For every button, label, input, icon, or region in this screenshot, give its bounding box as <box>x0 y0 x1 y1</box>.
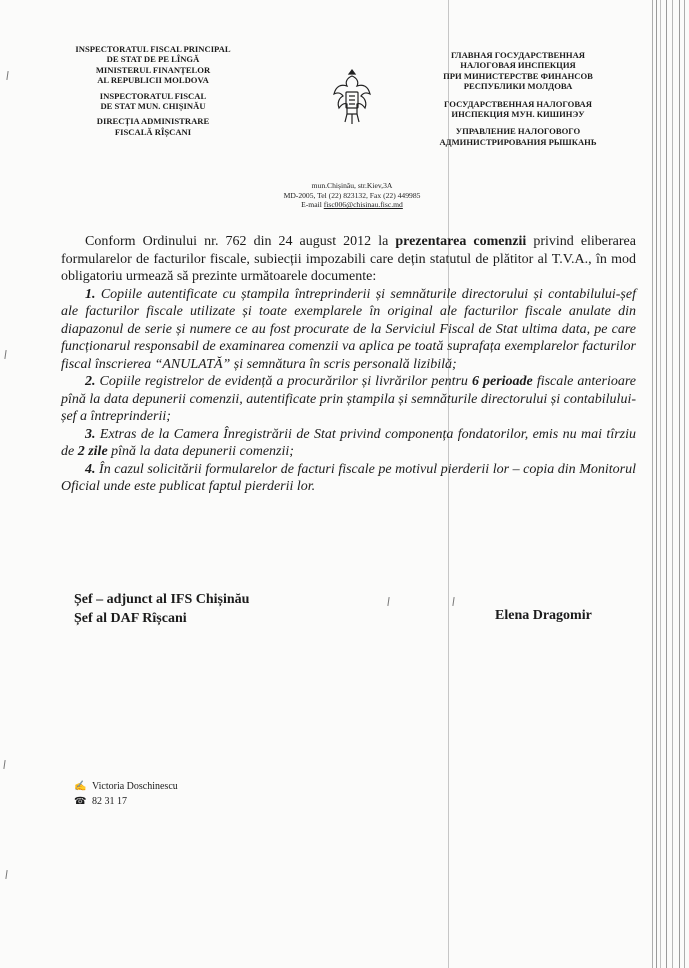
header-left-line: FISCALĂ RÎȘCANI <box>114 126 192 137</box>
contact-email-label: E-mail <box>301 200 322 210</box>
scan-line <box>684 0 685 968</box>
header-left-line: DE STAT MUN. CHIȘINĂU <box>100 101 206 112</box>
list-item-text: În cazul solicitării formularelor de facturi fiscale pe motivul pierderii lor – copia din Monitorul Oficial unde este publicat faptul pierderii lor. <box>61 461 636 494</box>
scan-line <box>656 0 657 968</box>
executor-phone-line <box>74 794 178 809</box>
header-right-line: НАЛОГОВАЯ ИНСПЕКЦИЯ <box>460 60 576 71</box>
header-left-line: DIRECȚIA ADMINISTRARE <box>96 116 210 127</box>
contact-block <box>232 181 472 210</box>
list-number: 1. <box>85 286 96 302</box>
contact-phones: MD-2005, Tel (22) 823132, Fax (22) 449985 <box>283 190 421 200</box>
intro-text: privind eliberarea formularelor de facturilor fiscale, subiecții impozabili care dețin statutul de plătitor al T.V.A., în mod obligatoriu urmează să prezinte următoarele documente: <box>61 234 636 284</box>
list-item-text: Extras de la Camera Înregistrării de Stat privind componența fondatorilor, emis nu mai tîrziu de <box>61 426 636 459</box>
list-item-3 <box>61 426 636 461</box>
header-right-line: ИНСПЕКЦИЯ МУН. КИШИНЭУ <box>451 109 585 120</box>
contact-email-line <box>232 200 472 210</box>
list-item-text: Copiile autentificate cu ștampila întreprinderii și semnăturile directorului și contabilului-șef ale facturilor fiscale utilizate și toate exemplarele în original ale facturilor fiscale anulate din diapazonul de serie și numere ce au fost procurate de la Serviciul Fiscal de Stat ultima data, pe care funcționarul responsabil de examinarea comenzii va aplica pe toată suprafața exemplarelor facturilor fiscal înscrierea “ANULATĂ” și semnătura în scris personală lizibilă; <box>61 286 636 372</box>
scan-line <box>660 0 661 968</box>
list-item-2 <box>61 373 636 426</box>
scan-mark <box>5 870 7 879</box>
scan-line <box>666 0 667 968</box>
list-item-4 <box>61 461 636 496</box>
signature-title-1: Șef – adjunct al IFS Chișinău <box>74 592 250 607</box>
executor-block <box>74 779 178 809</box>
header-right-line: ГОСУДАРСТВЕННАЯ НАЛОГОВАЯ <box>444 98 592 109</box>
list-item-text: Copiile registrelor de evidență a procurărilor și livrărilor pentru <box>95 374 472 389</box>
scan-mark <box>4 350 6 359</box>
contact-email-link[interactable]: fisc006@chisinau.fisc.md <box>323 200 403 210</box>
header-right-line: УПРАВЛЕНИЕ НАЛОГОВОГО <box>455 126 581 137</box>
list-number: 2. <box>85 374 96 389</box>
intro-text: Conform Ordinului nr. 762 din 24 august 2012 la <box>85 234 396 249</box>
scan-line <box>672 0 673 968</box>
header-left-line: AL REPUBLICII MOLDOVA <box>97 75 209 86</box>
list-number: 3. <box>85 426 96 442</box>
header-left-institution <box>58 44 248 137</box>
scan-mark <box>3 760 5 769</box>
executor-phone: 82 31 17 <box>92 796 127 807</box>
coat-of-arms-emblem <box>331 66 373 126</box>
header-left-line: DE STAT DE PE LÎNGĂ <box>106 54 200 65</box>
header-right-line: ГЛАВНАЯ ГОСУДАРСТВЕННАЯ <box>451 50 585 60</box>
header-right-line: РЕСПУБЛИКИ МОЛДОВА <box>463 81 573 92</box>
list-item-1 <box>61 286 636 374</box>
list-item-highlight: 2 zile <box>77 444 108 459</box>
signature-titles <box>74 590 249 628</box>
scan-mark <box>452 597 454 606</box>
pen-icon: ✍ <box>74 781 87 792</box>
header-right-line: АДМИНИСТРИРОВАНИЯ РЫШКАНЬ <box>439 136 597 147</box>
header-left-line: MINISTERUL FINANȚELOR <box>95 64 211 75</box>
contact-address: mun.Chișinău, str.Kiev,3A <box>311 181 393 190</box>
phone-icon: ☎ <box>74 796 87 807</box>
header-right-institution <box>418 50 618 147</box>
executor-name-line <box>74 779 178 794</box>
intro-highlight: prezentarea comenzii <box>395 234 527 249</box>
scan-line <box>652 0 653 968</box>
document-body <box>61 233 636 496</box>
executor-name: Victoria Doschinescu <box>92 781 178 792</box>
signature-name: Elena Dragomir <box>495 608 592 623</box>
list-number: 4. <box>85 461 96 477</box>
signature-title-2: Șef al DAF Rîșcani <box>74 611 187 626</box>
header-left-line: INSPECTORATUL FISCAL PRINCIPAL <box>75 44 231 54</box>
list-item-text: pînă la data depunerii comenzii; <box>107 444 294 459</box>
scan-mark <box>387 597 389 606</box>
list-item-text: fiscale anterioare pînă la data depunerii comenzii, autentificate prin ștampila și semnăturile directorului și contabilului-șef a întreprinderii; <box>61 374 636 424</box>
scan-mark <box>6 71 8 80</box>
scan-line <box>679 0 680 968</box>
intro-paragraph <box>61 233 636 286</box>
header-left-line: INSPECTORATUL FISCAL <box>99 90 207 101</box>
list-item-highlight: 6 perioade <box>471 374 533 389</box>
header-right-line: ПРИ МИНИСТЕРСТВЕ ФИНАНСОВ <box>443 70 593 81</box>
